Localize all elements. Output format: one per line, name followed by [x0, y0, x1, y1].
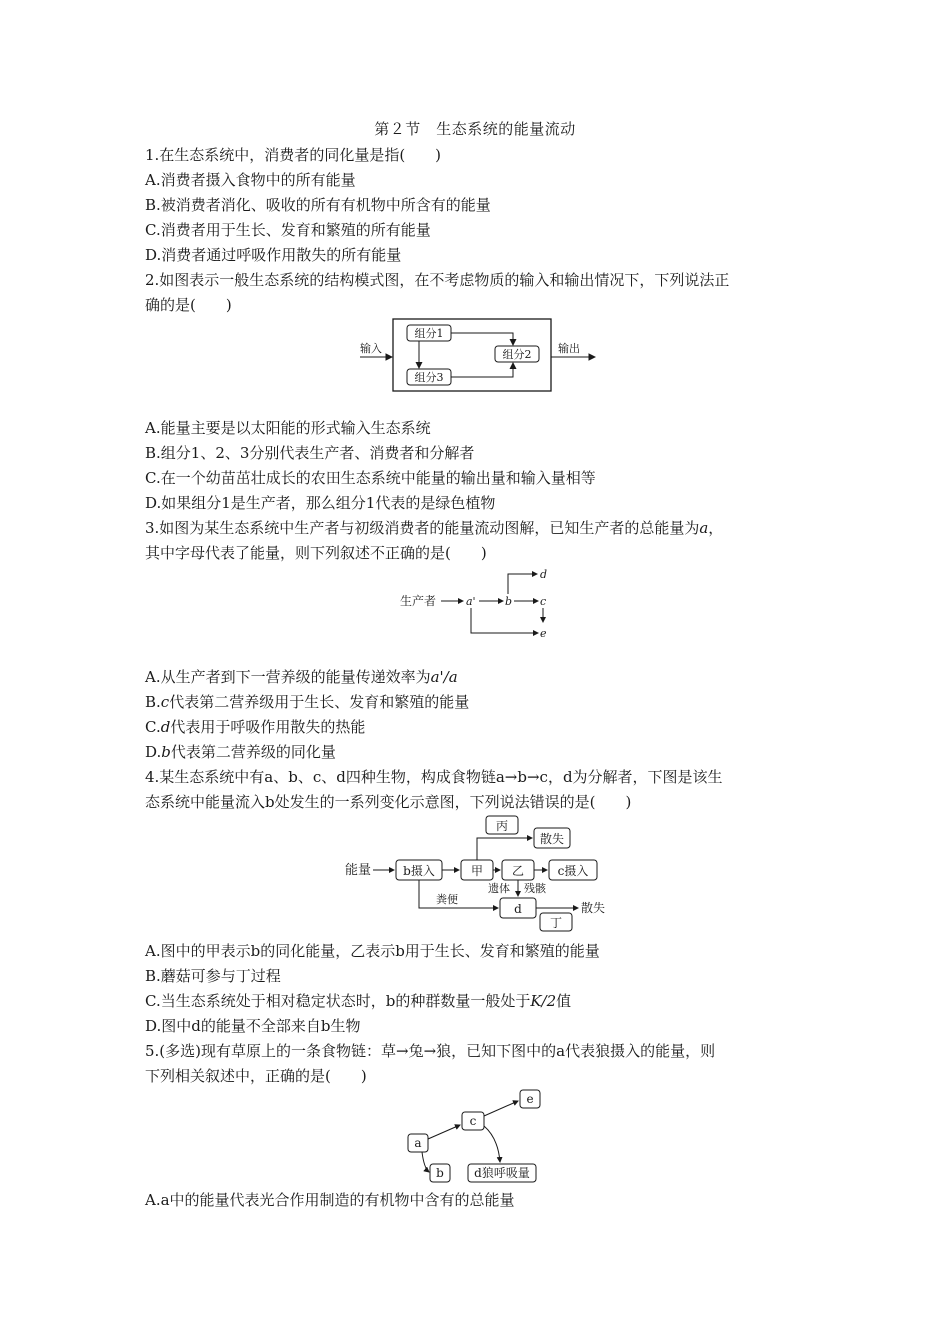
q2-input-label: 输入	[360, 342, 382, 355]
c-intake-label: c摄入	[557, 864, 589, 878]
arrow-b-to-d-feces	[419, 880, 498, 908]
q2-option-c: C.在一个幼苗茁壮成长的农田生态系统中能量的输出量和输入量相等	[145, 469, 596, 487]
jia-label: 甲	[470, 864, 484, 878]
q3-label-b: b	[505, 595, 513, 608]
q3-producer-label: 生产者	[400, 594, 437, 608]
q3-var-a: a	[699, 519, 709, 537]
arrow-a-to-c	[428, 1125, 460, 1139]
sanshi-top-label: 散失	[539, 832, 565, 846]
q3-option-b: B.c代表第二营养级用于生长、发育和繁殖的能量	[145, 693, 470, 711]
q4-option-a: A.图中的甲表示b的同化能量，乙表示b用于生长、发育和繁殖的能量	[145, 942, 600, 960]
q3-label-c: c	[540, 595, 547, 608]
sanshi-bottom-label: 散失	[581, 901, 606, 915]
q3-label-d: d	[540, 568, 548, 581]
q4-energy-label: 能量	[345, 863, 372, 878]
q3-label-e: e	[540, 627, 547, 640]
q1-option-a: A.消费者摄入食物中的所有能量	[145, 171, 356, 189]
q4-stem-line2: 态系统中能量流入b处发生的一系列变化示意图，下列说法错误的是( )	[145, 793, 632, 811]
arrow-b-to-d	[508, 574, 537, 594]
q2-option-b: B.组分1、2、3分别代表生产者、消费者和分解者	[145, 444, 475, 462]
q3-option-a: A.从生产者到下一营养级的能量传递效率为a'/a	[145, 668, 458, 686]
q2-structure-diagram	[355, 315, 605, 395]
q1-option-d: D.消费者通过呼吸作用散失的所有能量	[145, 246, 402, 264]
b-intake-label: b摄入	[403, 864, 435, 878]
d-label: d	[514, 902, 522, 916]
q4-energy-flow-diagram	[340, 812, 620, 937]
arrow-c-to-e	[484, 1101, 518, 1116]
q4-option-d: D.图中d的能量不全部来自b生物	[145, 1017, 361, 1035]
q2-stem-line2: 确的是( )	[145, 296, 232, 314]
q3-label-a1: a'	[466, 595, 476, 608]
arrow-c-to-d	[484, 1126, 500, 1162]
node-b-label: b	[436, 1166, 444, 1180]
component-1-label: 组分1	[414, 327, 444, 340]
q5-option-a: A.a中的能量代表光合作用制造的有机物中含有的总能量	[145, 1191, 515, 1209]
q4-option-c: C.当生态系统处于相对稳定状态时，b的种群数量一般处于K/2值	[145, 992, 572, 1010]
q4-remains-label: 遗体	[488, 882, 510, 895]
q4-option-b: B.蘑菇可参与丁过程	[145, 967, 281, 985]
node-a-label: a	[414, 1136, 422, 1150]
q4-residue-label: 残骸	[524, 882, 546, 895]
q1-option-b: B.被消费者消化、吸收的所有有机物中所含有的能量	[145, 196, 491, 214]
q5-stem-line2: 下列相关叙述中，正确的是( )	[145, 1067, 367, 1085]
q1-stem: 1.在生态系统中，消费者的同化量是指( )	[145, 146, 442, 164]
q4-stem-line1: 4.某生态系统中有a、b、c、d四种生物，构成食物链a→b→c，d为分解者，下图是该生	[145, 768, 723, 786]
q3-stem-line2: 其中字母代表了能量，则下列叙述不正确的是( )	[145, 544, 487, 562]
q5-energy-diagram	[400, 1086, 560, 1186]
component-3-label: 组分3	[414, 371, 444, 384]
q3-option-d: D.b代表第二营养级的同化量	[145, 743, 336, 761]
q2-output-label: 输出	[558, 342, 580, 355]
q2-option-d: D.如果组分1是生产者，那么组分1代表的是绿色植物	[145, 494, 496, 512]
q3-option-a-math: a'/a	[430, 668, 458, 686]
page-title: 第２节 生态系统的能量流动	[374, 120, 576, 138]
q2-stem-line1: 2.如图表示一般生态系统的结构模式图，在不考虑物质的输入和输出情况下，下列说法正	[145, 271, 730, 289]
arrow-3-to-2	[451, 363, 513, 377]
node-c-label: c	[469, 1114, 477, 1128]
arrow-1-to-2	[451, 333, 513, 345]
ding-label: 丁	[549, 916, 563, 930]
q4-feces-label: 粪便	[436, 893, 458, 906]
q4-option-c-math: K/2	[530, 992, 557, 1010]
q3-option-c: C.d代表用于呼吸作用散失的热能	[145, 718, 366, 736]
q3-stem-line1: 3.如图为某生态系统中生产者与初级消费者的能量流动图解，已知生产者的总能量为a，	[145, 519, 724, 537]
q1-option-c: C.消费者用于生长、发育和繁殖的所有能量	[145, 221, 431, 239]
node-d-label: d狼呼吸量	[474, 1166, 530, 1180]
arrow-a1-to-e	[471, 608, 538, 633]
component-2-label: 组分2	[502, 348, 532, 361]
arrow-jia-to-sanshi	[477, 838, 532, 860]
q2-option-a: A.能量主要是以太阳能的形式输入生态系统	[145, 419, 431, 437]
q3-energy-flow-diagram	[395, 563, 565, 643]
bing-label: 丙	[495, 819, 509, 833]
node-e-label: e	[526, 1092, 534, 1106]
arrow-a-to-b	[422, 1152, 429, 1172]
q5-stem-line1: 5.(多选)现有草原上的一条食物链：草→兔→狼，已知下图中的a代表狼摄入的能量，则	[145, 1042, 716, 1060]
yi-label: 乙	[511, 864, 525, 878]
